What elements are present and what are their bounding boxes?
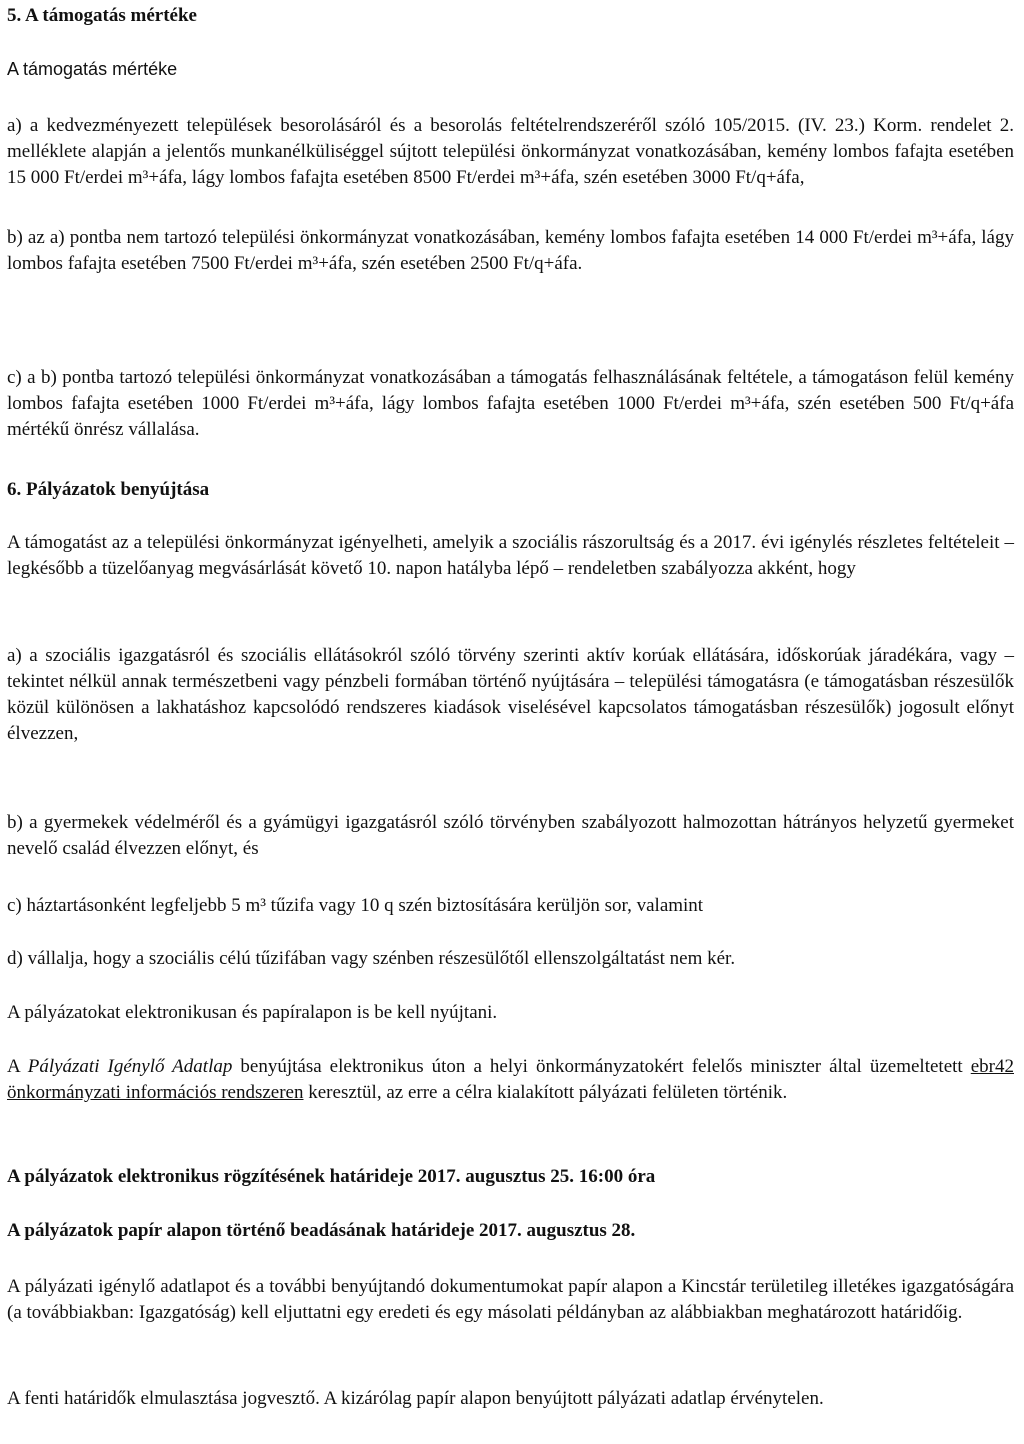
submission-mode-note: A pályázatokat elektronikusan és papíralapon is be kell nyújtani.	[7, 1002, 498, 1023]
form-prefix: A	[7, 1056, 28, 1077]
condition-a: a) a szociális igazgatásról és szociális ellátásokról szóló törvény szerinti aktív korúak ellátására, időskorúak járadékára, vagy – tekintet nélkül annak természetbeni vagy pénzbeli formában történő nyújtására – települési támogatásra (e támogatásban részesülők közül különösen a lakhatáshoz kapcsolódó rendszeres kiadások viselésével kapcsolatos támogatásban részesülők) jogosult előnyt élvezzen,	[7, 645, 1014, 744]
section-5-heading: 5. A támogatás mértéke	[7, 5, 197, 26]
section-6-intro: A támogatást az a települési önkormányzat igényelheti, amelyik a szociális rászorultság és a 2017. évi igénylés részletes feltételeit – legkésőbb a tüzelőanyag megvásárlását követő 10. napon hatályba lépő – rendeletben szabályozza akként, hogy	[7, 532, 1014, 579]
section-5-subheading: A támogatás mértéke	[7, 59, 178, 79]
form-suffix: keresztül, az erre a célra kialakított pályázati felületen történik.	[303, 1082, 788, 1103]
form-name: Pályázati Igénylő Adatlap	[27, 1056, 233, 1077]
section-6-heading: 6. Pályázatok benyújtása	[7, 479, 210, 500]
electronic-deadline: A pályázatok elektronikus rögzítésének határideje 2017. augusztus 25. 16:00 óra	[7, 1166, 656, 1187]
system-name: ebr42 önkormányzati információs rendszeren	[7, 1056, 1014, 1103]
form-submission-paragraph	[7, 1054, 1014, 1106]
paper-deadline: A pályázatok papír alapon történő beadásának határideje 2017. augusztus 28.	[7, 1220, 636, 1241]
support-rate-item-a: a) a kedvezményezett települések besorolásáról és a besorolás feltételrendszeréről szóló 105/2015. (IV. 23.) Korm. rendelet 2. melléklete alapján a jelentős munkanélküliséggel sújtott települési önkormányzat vonatkozásában, kemény lombos fafajta esetében 15 000 Ft/erdei m³+áfa, lágy lombos fafajta esetében 8500 Ft/erdei m³+áfa, szén esetében 3000 Ft/q+áfa,	[7, 115, 1014, 188]
submission-info: A pályázati igénylő adatlapot és a további benyújtandó dokumentumokat papír alapon a Kincstár területileg illetékes igazgatóságára (a továbbiakban: Igazgatóság) kell eljuttatni egy eredeti és egy másolati példányban az alábbiakban meghatározott határidőig.	[7, 1276, 1014, 1323]
condition-b: b) a gyermekek védelméről és a gyámügyi igazgatásról szóló törvényben szabályozott halmozottan hátrányos helyzetű gyermeket nevelő család élvezzen előnyt, és	[7, 812, 1014, 859]
support-rate-item-c: c) a b) pontba tartozó települési önkormányzat vonatkozásában a támogatás felhasználásának feltétele, a támogatáson felül kemény lombos fafajta esetében 1000 Ft/erdei m³+áfa, lágy lombos fafajta esetében 1000 Ft/erdei m³+áfa, szén esetében 500 Ft/q+áfa mértékű önrész vállalása.	[7, 367, 1014, 440]
condition-c: c) háztartásonként legfeljebb 5 m³ tűzifa vagy 10 q szén biztosítására kerüljön sor, valamint	[7, 895, 704, 916]
support-rate-item-b: b) az a) pontba nem tartozó települési önkormányzat vonatkozásában, kemény lombos fafajta esetében 14 000 Ft/erdei m³+áfa, lágy lombos fafajta esetében 7500 Ft/erdei m³+áfa, szén esetében 2500 Ft/q+áfa.	[7, 227, 1014, 274]
condition-d: d) vállalja, hogy a szociális célú tűzifában vagy szénben részesülőtől ellenszolgáltatást nem kér.	[7, 948, 736, 969]
form-mid: benyújtása elektronikus úton a helyi önkormányzatokért felelős miniszter által üzemeltetett	[232, 1056, 971, 1077]
final-note: A fenti határidők elmulasztása jogvesztő. A kizárólag papír alapon benyújtott pályázati adatlap érvénytelen.	[7, 1388, 824, 1409]
